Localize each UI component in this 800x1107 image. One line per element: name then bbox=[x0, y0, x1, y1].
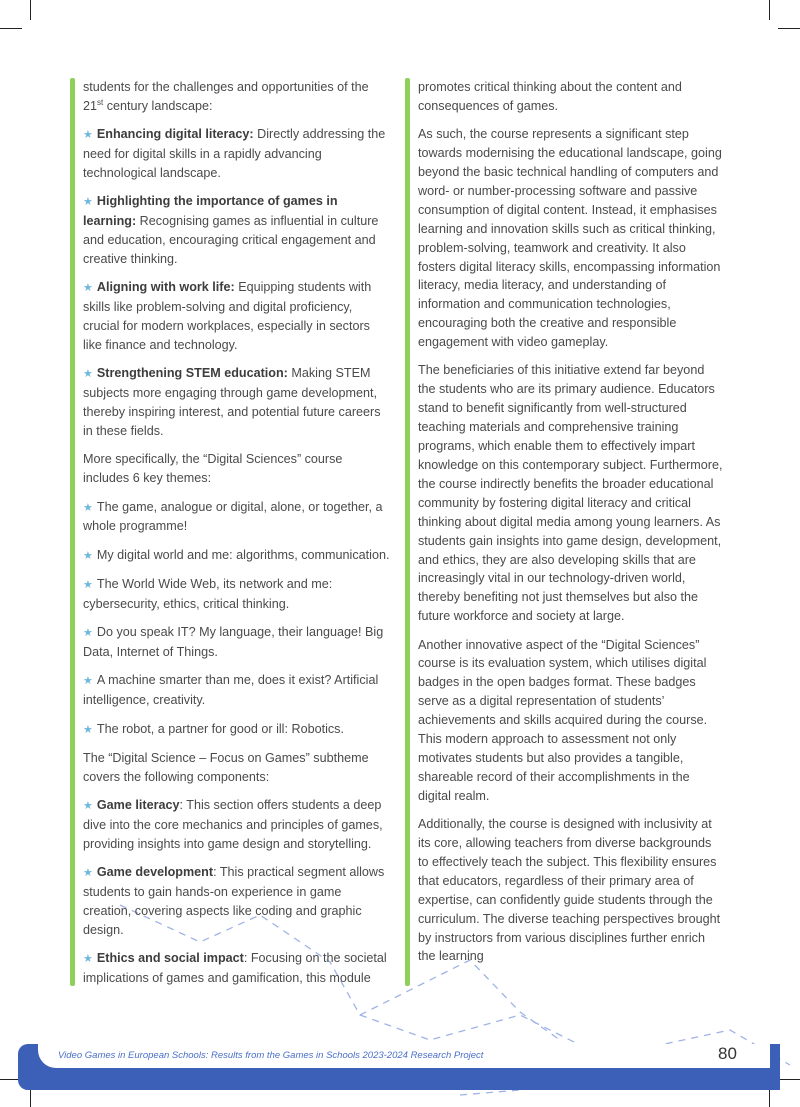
body-paragraph: Additionally, the course is designed with inclusivity at its core, allowing teachers from diverse backgrounds to effectively teach the subject. This flexibility ensures that educators, regardless of their primary area of expertise, can confidently guide students through the curriculum. The diverse teaching perspectives brought by instructors from various disciplines further enrich the learning bbox=[418, 817, 721, 964]
star-bullet-icon: ★ bbox=[83, 282, 93, 295]
themes-intro-paragraph: More specifically, the “Digital Sciences” course includes 6 key themes: bbox=[83, 452, 343, 486]
body-paragraph: Another innovative aspect of the “Digital Sciences” course is its evaluation system, which utilises digital badges in the open badges format. These badges serve as a digital representation of students’ achievements and skills acquired during the course. This modern approach to assessment not only motivates students but also provides a tangible, shareable record of their accomplishments in the digital realm. bbox=[418, 637, 708, 803]
list-item: ★ Strengthening STEM education: Making STEM subjects more engaging through game development, thereby inspiring interest, and potential future careers in these fields. bbox=[83, 366, 381, 439]
star-bullet-icon: ★ bbox=[83, 129, 93, 142]
left-column bbox=[70, 78, 390, 986]
right-column-content bbox=[418, 78, 723, 976]
star-bullet-icon: ★ bbox=[83, 723, 93, 736]
star-bullet-icon: ★ bbox=[83, 549, 93, 562]
list-item: ★ A machine smarter than me, does it exist? Artificial intelligence, creativity. bbox=[83, 673, 379, 708]
page-number: 80 bbox=[718, 1044, 737, 1063]
star-bullet-icon: ★ bbox=[83, 501, 93, 514]
list-item: ★ Game development: This practical segment allows students to gain hands-on experience in game creation, covering aspects like coding and graphic design. bbox=[83, 865, 385, 937]
intro-paragraph: students for the challenges and opportunities of the 21st century landscape: bbox=[83, 80, 369, 113]
list-item: ★ Ethics and social impact: Focusing on the societal implications of games and gamification, this module bbox=[83, 951, 387, 986]
body-paragraph: promotes critical thinking about the content and consequences of games. bbox=[418, 80, 682, 113]
footer-title: Video Games in European Schools: Results from the Games in Schools 2023-2024 Research Project bbox=[58, 1050, 484, 1061]
star-bullet-icon: ★ bbox=[83, 953, 93, 966]
star-bullet-icon: ★ bbox=[83, 579, 93, 592]
list-item: ★ My digital world and me: algorithms, communication. bbox=[83, 547, 390, 562]
list-item: ★ Enhancing digital literacy: Directly addressing the need for digital skills in a rapidly advancing technological landscape. bbox=[83, 127, 386, 181]
list-item: ★ The World Wide Web, its network and me: cybersecurity, ethics, critical thinking. bbox=[83, 577, 333, 611]
right-accent-bar bbox=[405, 78, 410, 986]
list-item: ★ The game, analogue or digital, alone, or together, a whole programme! bbox=[83, 499, 383, 534]
subtheme-intro-paragraph: The “Digital Science – Focus on Games” subtheme covers the following components: bbox=[83, 750, 369, 784]
star-bullet-icon: ★ bbox=[83, 196, 93, 209]
star-bullet-icon: ★ bbox=[83, 867, 93, 880]
body-paragraph: The beneficiaries of this initiative extend far beyond the students who are its primary audience. Educators stand to benefit significantly from well-structured teaching materials and comprehensive training programs, which enable them to effectively impart knowledge on this contemporary subject. Furthermore, the course indirectly benefits the broader educational community by fostering digital literacy and critical thinking about digital media among young learners. As students gain insights into game design, development, and ethics, they are also developing skills that are increasingly vital in our technology-driven world, thereby benefiting not just themselves but also the future workforce and society at large. bbox=[418, 363, 723, 624]
list-item: ★ Highlighting the importance of games in learning: Recognising games as influential in culture and education, encouraging critical engagement and creative thinking. bbox=[83, 194, 379, 267]
left-column-content bbox=[83, 78, 390, 998]
list-item: ★ Do you speak IT? My language, their language! Big Data, Internet of Things. bbox=[83, 625, 384, 660]
body-paragraph: As such, the course represents a significant step towards modernising the educational landscape, going beyond the basic technical handling of computers and word- or number-processing software and passive consumption of digital content. Instead, it emphasises learning and innovation skills such as critical thinking, problem-solving, teamwork and creativity. It also fosters digital literacy skills, encompassing information literacy, media literacy, and understanding of information and communication technologies, encouraging both the creative and responsible engagement with video gameplay. bbox=[418, 127, 722, 350]
right-column bbox=[405, 78, 723, 986]
list-item: ★ Game literacy: This section offers students a deep dive into the core mechanics and principles of games, providing insights into game design and storytelling. bbox=[83, 798, 383, 851]
star-bullet-icon: ★ bbox=[83, 675, 93, 688]
left-accent-bar bbox=[70, 78, 75, 986]
list-item: ★ The robot, a partner for good or ill: Robotics. bbox=[83, 721, 344, 736]
star-bullet-icon: ★ bbox=[83, 627, 93, 640]
list-item: ★ Aligning with work life: Equipping students with skills like problem-solving and digital proficiency, crucial for modern workplaces, especially in sectors like finance and technology. bbox=[83, 280, 372, 353]
star-bullet-icon: ★ bbox=[83, 800, 93, 813]
star-bullet-icon: ★ bbox=[83, 368, 93, 381]
